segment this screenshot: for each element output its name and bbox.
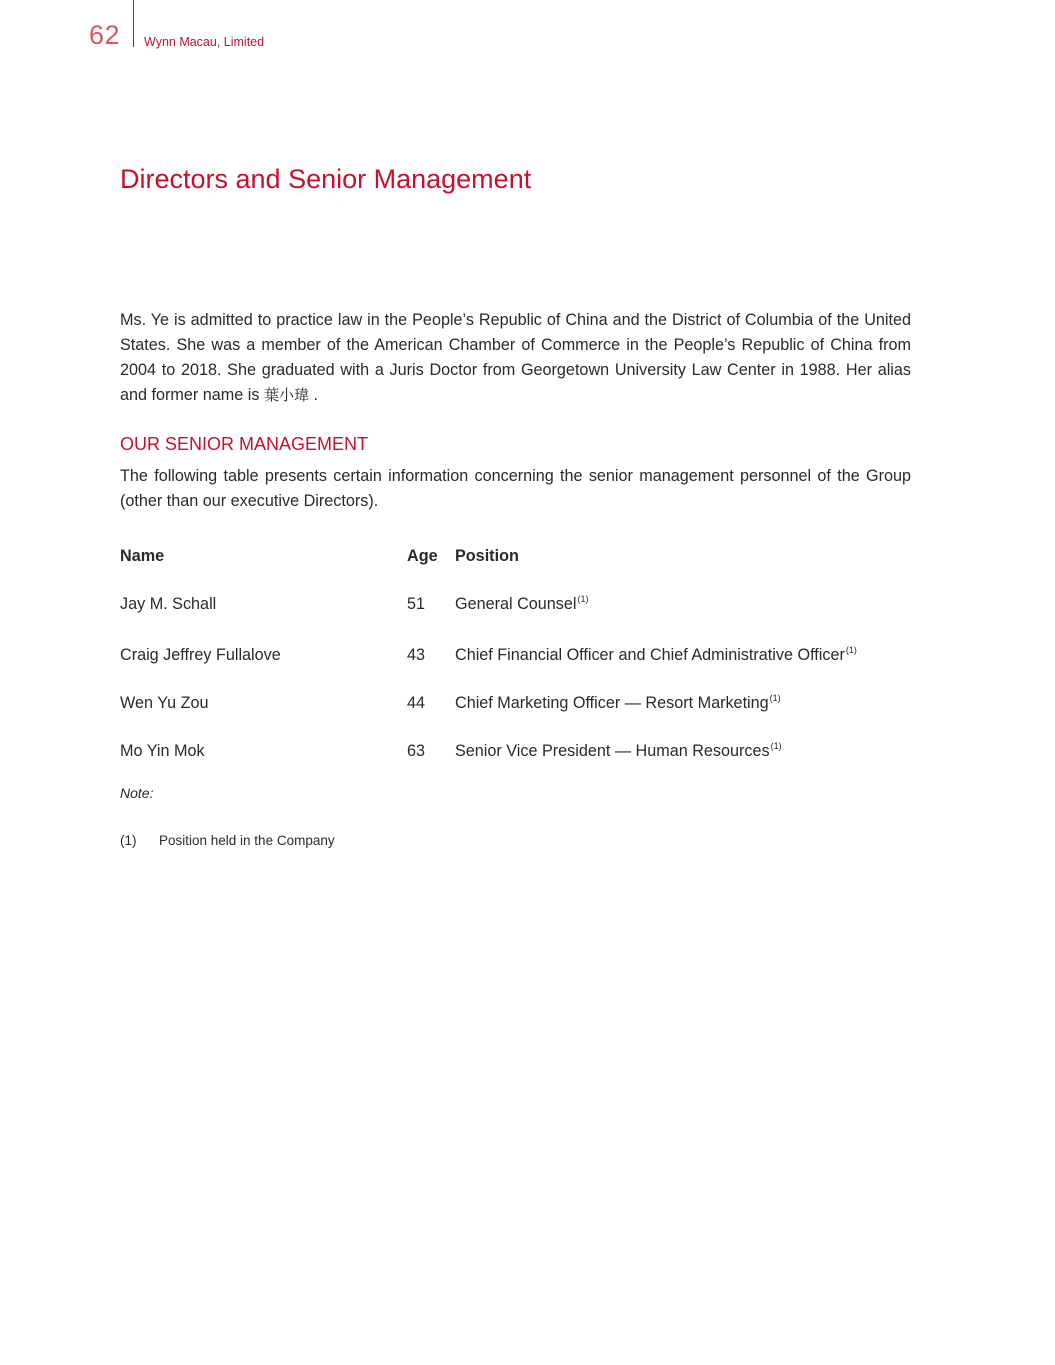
footnote-ref: (1) bbox=[577, 594, 589, 604]
position-text: Chief Financial Officer and Chief Administrative Officer bbox=[455, 646, 845, 664]
person-position bbox=[455, 691, 781, 715]
header-name: Name bbox=[120, 547, 165, 565]
person-name: Craig Jeffrey Fullalove bbox=[120, 646, 281, 664]
section-intro: The following table presents certain information concerning the senior management personnel of the Group (other than our executive Directors). bbox=[120, 467, 911, 510]
footnote-ref: (1) bbox=[845, 645, 857, 655]
page-number: 62 bbox=[89, 20, 121, 50]
page-header bbox=[0, 0, 1055, 60]
person-name: Wen Yu Zou bbox=[120, 694, 209, 712]
person-name: Jay M. Schall bbox=[120, 595, 217, 613]
person-age: 44 bbox=[407, 694, 426, 712]
footnote-ref: (1) bbox=[769, 693, 781, 703]
section-heading: OUR SENIOR MANAGEMENT bbox=[120, 434, 369, 454]
header-age: Age bbox=[407, 547, 438, 565]
person-position bbox=[455, 643, 857, 667]
company-name: Wynn Macau, Limited bbox=[144, 35, 265, 49]
header-divider bbox=[133, 0, 134, 47]
footnote-marker: (1) bbox=[120, 833, 137, 848]
position-text: Chief Marketing Officer — Resort Marketing bbox=[455, 694, 769, 712]
chinese-name: 葉小瑋 bbox=[263, 386, 309, 404]
bio-text: Ms. Ye is admitted to practice law in the People’s Republic of China and the District of Columbia of the United States. She was a member of the American Chamber of Commerce in the People’s Republic of China from 2004 to 2018. She graduated with a Juris Doctor from Georgetown University Law Center in 1988. Her alias and former name is bbox=[120, 311, 911, 404]
bio-end: . bbox=[308, 386, 318, 404]
person-position bbox=[455, 739, 782, 763]
person-name: Mo Yin Mok bbox=[120, 742, 205, 760]
person-position bbox=[455, 592, 588, 616]
note-label: Note: bbox=[120, 785, 154, 801]
header-position: Position bbox=[455, 547, 519, 565]
page-title: Directors and Senior Management bbox=[120, 164, 532, 194]
position-text: Senior Vice President — Human Resources bbox=[455, 742, 770, 760]
person-age: 63 bbox=[407, 742, 426, 760]
footnote-ref: (1) bbox=[770, 741, 782, 751]
position-text: General Counsel bbox=[455, 595, 577, 613]
bio-paragraph bbox=[120, 308, 911, 408]
footnote-text: Position held in the Company bbox=[159, 833, 335, 848]
person-age: 43 bbox=[407, 646, 426, 664]
person-age: 51 bbox=[407, 595, 426, 613]
